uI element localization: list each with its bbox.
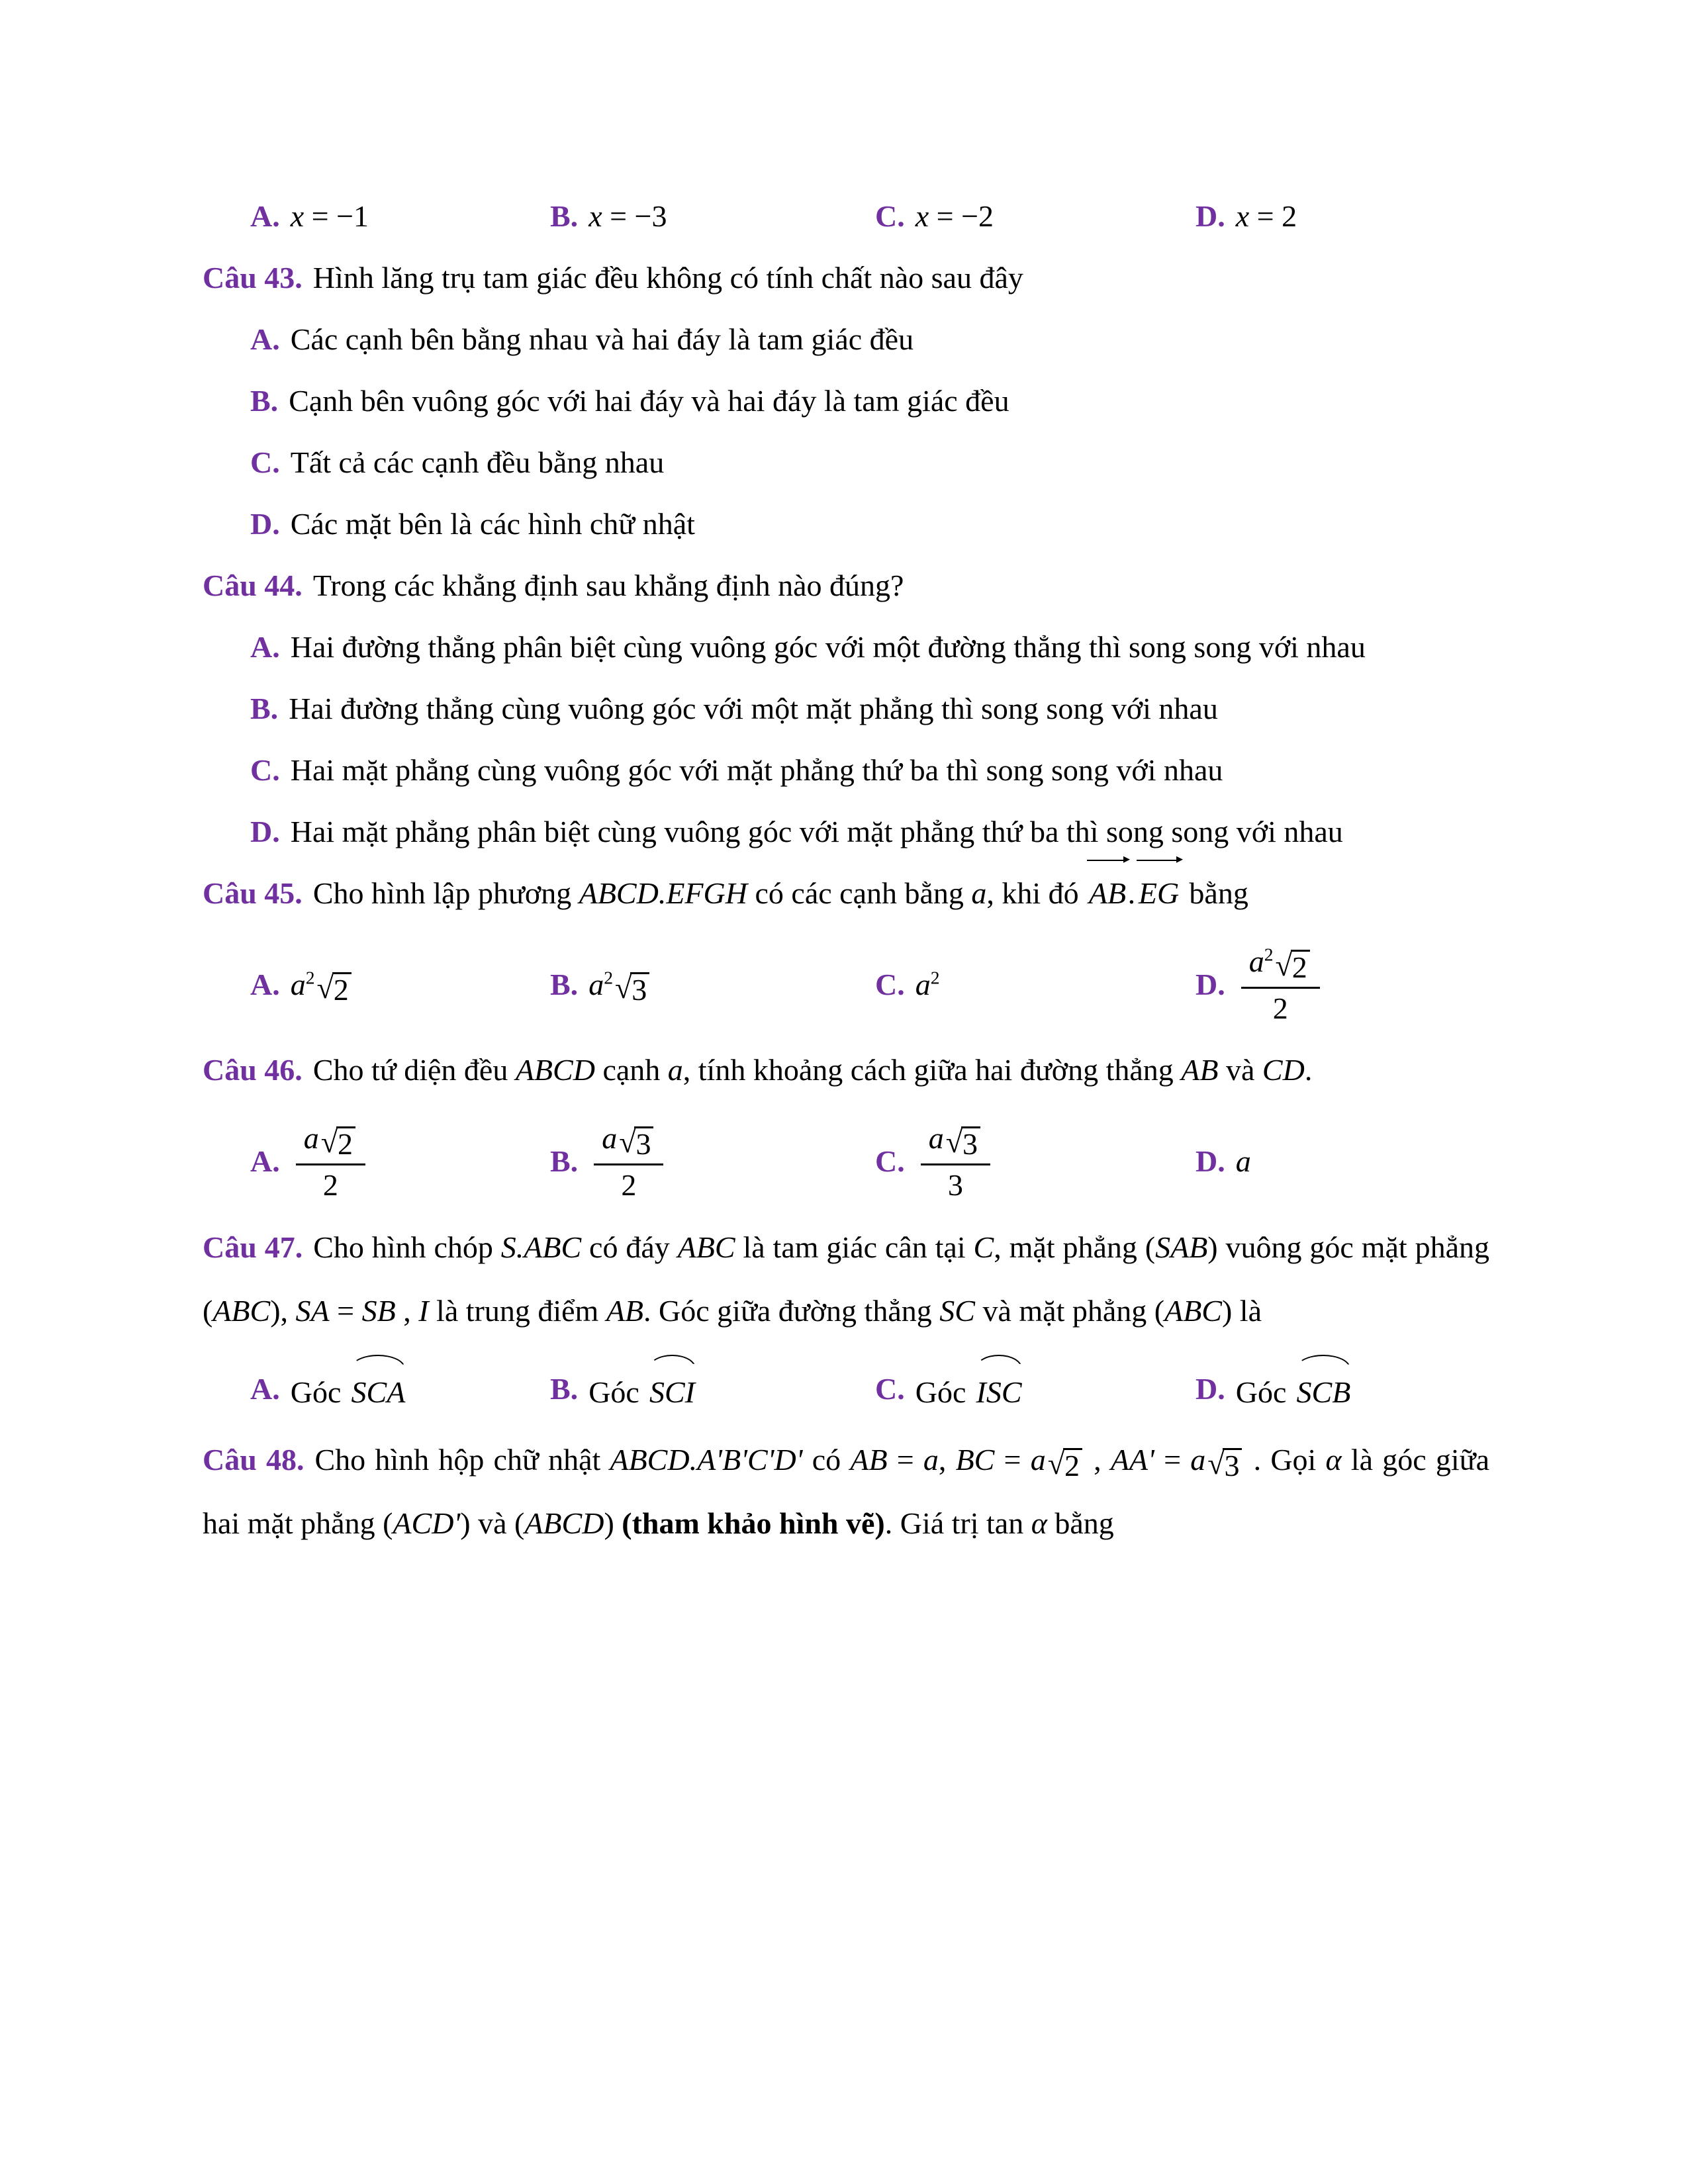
math-run: AB bbox=[850, 1443, 888, 1477]
option-value bbox=[588, 185, 667, 247]
math-run: = 2 bbox=[1249, 199, 1297, 233]
math-run: . bbox=[1304, 1053, 1313, 1087]
sqrt-radical bbox=[615, 972, 649, 1007]
option-label: A. bbox=[250, 1372, 280, 1406]
math-run: Góc bbox=[588, 1375, 647, 1410]
math-run: và mặt phẳng ( bbox=[974, 1294, 1165, 1328]
option-value bbox=[291, 1118, 371, 1203]
math-run: ACD' bbox=[393, 1506, 461, 1541]
math-run: x bbox=[1235, 199, 1250, 233]
option-value bbox=[1236, 942, 1325, 1026]
vector-overline bbox=[1086, 862, 1129, 924]
q43-option-a bbox=[203, 308, 1489, 370]
math-run: 2 bbox=[621, 1167, 637, 1202]
math-run: = −2 bbox=[929, 199, 994, 233]
math-run: SC bbox=[939, 1294, 975, 1328]
fraction-numerator bbox=[921, 1118, 990, 1165]
math-run: Cho hình chóp bbox=[313, 1230, 501, 1264]
math-run: a bbox=[928, 1121, 944, 1156]
math-run: có đáy bbox=[581, 1230, 678, 1264]
option-label: C. bbox=[250, 445, 280, 479]
option-value bbox=[588, 1355, 697, 1423]
option-label: C. bbox=[875, 967, 905, 1001]
math-run: là trung điểm bbox=[428, 1294, 606, 1328]
radicand: 3 bbox=[961, 1126, 980, 1161]
math-run: ABCD.EFGH bbox=[579, 876, 747, 910]
fraction-denominator bbox=[948, 1165, 963, 1203]
option-a bbox=[250, 185, 550, 247]
math-run: α bbox=[1325, 1443, 1342, 1477]
radicand: 2 bbox=[336, 1126, 355, 1161]
option-label: D. bbox=[1196, 1144, 1225, 1178]
vector-arrow-head bbox=[1123, 856, 1130, 863]
math-run: AB bbox=[1181, 1053, 1219, 1087]
math-run: = bbox=[1154, 1443, 1191, 1477]
math-run: Cho tứ diện đều bbox=[312, 1053, 516, 1087]
math-run: a bbox=[667, 1053, 683, 1087]
option-label: D. bbox=[250, 507, 280, 541]
option-label: C. bbox=[250, 753, 280, 787]
option-value bbox=[291, 954, 353, 1015]
math-run: ) bbox=[604, 1506, 622, 1541]
option-c bbox=[875, 1111, 1196, 1210]
option-text: Hai đường thẳng cùng vuông góc với một mặt phẳng thì song song với nhau bbox=[289, 692, 1218, 725]
option-label: A. bbox=[250, 1144, 280, 1178]
math-run: = −1 bbox=[304, 199, 369, 233]
radical-sign: √ bbox=[316, 971, 334, 1005]
q44-option-b bbox=[203, 678, 1489, 739]
math-run: . Góc giữa đường thẳng bbox=[643, 1294, 940, 1328]
math-run: x bbox=[588, 199, 602, 233]
math-run: 2 bbox=[322, 1167, 338, 1202]
question-44-heading bbox=[203, 555, 1489, 616]
option-label: B. bbox=[550, 967, 579, 1001]
question-text bbox=[313, 1053, 1313, 1087]
option-text: Các mặt bên là các hình chữ nhật bbox=[290, 507, 695, 541]
q46-options bbox=[203, 1111, 1489, 1210]
math-run: có bbox=[802, 1443, 851, 1477]
math-run: ABC bbox=[1164, 1294, 1222, 1328]
option-label: D. bbox=[1196, 1372, 1225, 1406]
fraction bbox=[921, 1118, 990, 1203]
radical-sign: √ bbox=[1275, 948, 1292, 982]
q43-option-b bbox=[203, 370, 1489, 432]
option-value bbox=[915, 185, 994, 247]
option-text: Hai mặt phẳng cùng vuông góc với mặt phẳng thứ ba thì song song với nhau bbox=[290, 753, 1223, 787]
option-b bbox=[550, 185, 875, 247]
fraction bbox=[296, 1118, 365, 1203]
math-run: ) là bbox=[1221, 1294, 1262, 1328]
math-run: , mặt phẳng ( bbox=[994, 1230, 1156, 1264]
option-label: A. bbox=[250, 199, 280, 233]
math-run: 2 bbox=[930, 966, 940, 987]
fraction bbox=[1241, 942, 1320, 1026]
page-content bbox=[203, 185, 1489, 1555]
option-value bbox=[588, 1118, 669, 1203]
question-46-heading bbox=[203, 1039, 1489, 1101]
question-number: Câu 43. bbox=[203, 261, 303, 295]
math-run: ) và ( bbox=[460, 1506, 525, 1541]
option-label: A. bbox=[250, 322, 280, 356]
vector-arrow-line bbox=[1087, 860, 1123, 861]
radicand: 3 bbox=[1223, 1448, 1242, 1482]
option-label: B. bbox=[550, 199, 579, 233]
radicand: 3 bbox=[630, 972, 649, 1007]
fraction-denominator bbox=[323, 1165, 338, 1203]
math-run: Cho hình hộp chữ nhật bbox=[314, 1443, 610, 1477]
math-run: a bbox=[602, 1121, 618, 1156]
math-run: ) vuông góc mặt phẳng ( bbox=[203, 1230, 1489, 1328]
math-run: α bbox=[1031, 1506, 1047, 1541]
option-a bbox=[250, 1355, 550, 1423]
q44-option-a bbox=[203, 616, 1489, 678]
math-run: 2 bbox=[1272, 991, 1288, 1025]
math-run: là góc giữa hai mặt phẳng ( bbox=[203, 1443, 1490, 1541]
radical-sign: √ bbox=[619, 1124, 636, 1159]
option-text: Hai đường thẳng phân biệt cùng vuông góc với một đường thẳng thì song song với nhau bbox=[290, 630, 1366, 664]
math-run: bằng bbox=[1181, 876, 1248, 910]
angle-arc: ISC bbox=[974, 1355, 1024, 1423]
math-run: , bbox=[938, 1443, 956, 1477]
math-run: x bbox=[290, 199, 305, 233]
vector-arrow-line bbox=[1137, 860, 1176, 861]
sqrt-radical bbox=[317, 972, 352, 1007]
vector-symbol: EG bbox=[1138, 876, 1180, 910]
math-run: SAB bbox=[1155, 1230, 1208, 1264]
fraction bbox=[594, 1118, 663, 1203]
option-b bbox=[550, 1355, 875, 1423]
option-a bbox=[250, 934, 550, 1034]
question-42-answer-row bbox=[203, 185, 1489, 247]
option-c bbox=[875, 1355, 1196, 1423]
option-text: Cạnh bên vuông góc với hai đáy và hai đáy là tam giác đều bbox=[289, 384, 1009, 418]
sqrt-radical bbox=[946, 1126, 980, 1161]
option-value bbox=[915, 954, 940, 1015]
math-run: cạnh bbox=[594, 1053, 668, 1087]
vector-symbol: AB bbox=[1088, 876, 1127, 910]
option-d bbox=[1196, 185, 1489, 247]
math-run: có các cạnh bằng bbox=[747, 876, 972, 910]
question-text bbox=[203, 1443, 1489, 1540]
math-run: = bbox=[329, 1294, 362, 1328]
math-run: SA bbox=[295, 1294, 330, 1328]
option-d bbox=[1196, 1111, 1489, 1210]
math-run: , khi đó bbox=[986, 876, 1087, 910]
math-run: = bbox=[887, 1443, 923, 1477]
math-run: . bbox=[1128, 876, 1137, 910]
question-text: Trong các khẳng định sau khẳng định nào đúng? bbox=[312, 569, 904, 602]
option-label: B. bbox=[550, 1144, 579, 1178]
math-run: AB bbox=[606, 1294, 644, 1328]
question-number: Câu 47. bbox=[203, 1230, 303, 1264]
math-run: ABC bbox=[212, 1294, 271, 1328]
question-number: Câu 45. bbox=[203, 876, 303, 910]
math-run: (tham khảo hình vẽ) bbox=[622, 1506, 885, 1541]
math-run: ABCD.A'B'C'D' bbox=[610, 1443, 803, 1477]
option-label: B. bbox=[250, 692, 279, 725]
math-run: 3 bbox=[947, 1167, 963, 1202]
math-run: a bbox=[1248, 944, 1264, 979]
math-run: a bbox=[923, 1443, 939, 1477]
angle-arc: SCB bbox=[1294, 1355, 1353, 1423]
q45-options bbox=[203, 934, 1489, 1034]
math-run: Góc bbox=[290, 1375, 349, 1410]
math-run: ), bbox=[270, 1294, 296, 1328]
option-label: D. bbox=[1196, 967, 1225, 1001]
fraction-denominator bbox=[1273, 989, 1288, 1026]
math-run: a bbox=[915, 967, 931, 1001]
math-run: SB bbox=[361, 1294, 396, 1328]
option-label: C. bbox=[875, 1372, 905, 1406]
math-run: CD bbox=[1262, 1053, 1305, 1087]
option-label: C. bbox=[875, 1144, 905, 1178]
option-value bbox=[588, 954, 651, 1015]
sqrt-radical bbox=[1276, 950, 1310, 984]
radicand: 2 bbox=[1063, 1448, 1082, 1482]
question-47-paragraph bbox=[203, 1216, 1489, 1343]
option-b bbox=[550, 934, 875, 1034]
question-number: Câu 44. bbox=[203, 569, 303, 602]
vector-overline bbox=[1136, 862, 1182, 924]
math-run: ABCD bbox=[524, 1506, 604, 1541]
option-label: C. bbox=[875, 199, 905, 233]
option-label: B. bbox=[550, 1372, 579, 1406]
option-value bbox=[1236, 1130, 1251, 1192]
option-label: D. bbox=[1196, 199, 1225, 233]
math-run: x bbox=[915, 199, 929, 233]
option-label: A. bbox=[250, 967, 280, 1001]
fraction-numerator bbox=[1241, 942, 1320, 988]
math-run: = bbox=[994, 1443, 1031, 1477]
sqrt-radical bbox=[1048, 1448, 1082, 1482]
math-run: a bbox=[303, 1121, 319, 1156]
math-run: = −3 bbox=[602, 199, 667, 233]
math-run: , bbox=[1084, 1443, 1111, 1477]
q43-option-d bbox=[203, 493, 1489, 555]
option-value bbox=[291, 185, 369, 247]
radicand: 2 bbox=[332, 972, 352, 1007]
angle-arc: SCA bbox=[349, 1355, 408, 1423]
option-label: B. bbox=[250, 384, 279, 418]
option-b bbox=[550, 1111, 875, 1210]
option-text: Các cạnh bên bằng nhau và hai đáy là tam giác đều bbox=[290, 322, 914, 356]
radical-sign: √ bbox=[614, 971, 632, 1005]
math-run: Cho hình lập phương bbox=[312, 876, 579, 910]
math-run: Góc bbox=[915, 1375, 974, 1410]
question-number: Câu 46. bbox=[203, 1053, 303, 1087]
option-value bbox=[915, 1118, 996, 1203]
option-label: A. bbox=[250, 630, 280, 664]
q44-option-d bbox=[203, 801, 1489, 862]
question-45-heading bbox=[203, 862, 1489, 924]
math-run: , tính khoảng cách giữa hai đường thẳng bbox=[682, 1053, 1182, 1087]
math-run: . Gọi bbox=[1244, 1443, 1326, 1477]
math-run: a bbox=[588, 967, 604, 1001]
math-run: a bbox=[1235, 1144, 1251, 1178]
math-run: là tam giác cân tại bbox=[735, 1230, 974, 1264]
math-run: a bbox=[971, 876, 987, 910]
radical-sign: √ bbox=[1047, 1446, 1064, 1480]
math-run: 2 bbox=[1264, 944, 1274, 965]
math-run: bằng bbox=[1047, 1506, 1114, 1541]
math-run: . Giá trị tan bbox=[884, 1506, 1031, 1541]
math-run: S.ABC bbox=[500, 1230, 582, 1264]
option-value bbox=[1236, 185, 1297, 247]
math-run: C bbox=[973, 1230, 994, 1264]
option-c bbox=[875, 185, 1196, 247]
radical-sign: √ bbox=[945, 1124, 962, 1159]
radicand: 2 bbox=[1291, 950, 1310, 984]
sqrt-radical bbox=[1207, 1448, 1242, 1482]
math-run: 2 bbox=[305, 966, 315, 987]
math-run: I bbox=[418, 1294, 429, 1328]
radical-sign: √ bbox=[320, 1124, 338, 1159]
q47-options bbox=[203, 1355, 1489, 1423]
option-a bbox=[250, 1111, 550, 1210]
math-run: a bbox=[1030, 1443, 1046, 1477]
math-run: ABC bbox=[677, 1230, 735, 1264]
radicand: 3 bbox=[634, 1126, 653, 1161]
radical-sign: √ bbox=[1207, 1446, 1225, 1480]
option-value bbox=[291, 1355, 408, 1423]
q43-option-c bbox=[203, 432, 1489, 493]
question-text bbox=[203, 1230, 1489, 1328]
angle-arc: SCI bbox=[647, 1355, 697, 1423]
option-c bbox=[875, 934, 1196, 1034]
option-text: Tất cả các cạnh đều bằng nhau bbox=[290, 445, 665, 479]
math-run: , bbox=[395, 1294, 419, 1328]
question-number: Câu 48. bbox=[203, 1443, 305, 1477]
math-run: ABCD bbox=[515, 1053, 595, 1087]
question-43-heading bbox=[203, 247, 1489, 308]
fraction-numerator bbox=[296, 1118, 365, 1165]
option-d bbox=[1196, 1355, 1489, 1423]
question-text: Hình lăng trụ tam giác đều không có tính chất nào sau đây bbox=[312, 261, 1023, 295]
sqrt-radical bbox=[619, 1126, 653, 1161]
fraction-numerator bbox=[594, 1118, 663, 1165]
math-run: a bbox=[1190, 1443, 1206, 1477]
option-value bbox=[915, 1355, 1024, 1423]
math-run: 2 bbox=[604, 966, 613, 987]
question-text bbox=[313, 876, 1248, 910]
q44-option-c bbox=[203, 739, 1489, 801]
sqrt-radical bbox=[321, 1126, 355, 1161]
option-d bbox=[1196, 934, 1489, 1034]
math-run: Góc bbox=[1235, 1375, 1294, 1410]
option-value bbox=[1236, 1355, 1353, 1423]
fraction-denominator bbox=[621, 1165, 636, 1203]
vector-arrow-head bbox=[1176, 856, 1183, 863]
math-run: và bbox=[1218, 1053, 1262, 1087]
question-48-paragraph bbox=[203, 1428, 1489, 1555]
math-run: a bbox=[290, 967, 306, 1001]
option-text: Hai mặt phẳng phân biệt cùng vuông góc với mặt phẳng thứ ba thì song song với nhau bbox=[290, 815, 1343, 848]
option-label: D. bbox=[250, 815, 280, 848]
math-run: BC bbox=[955, 1443, 995, 1477]
math-run: AA' bbox=[1110, 1443, 1154, 1477]
